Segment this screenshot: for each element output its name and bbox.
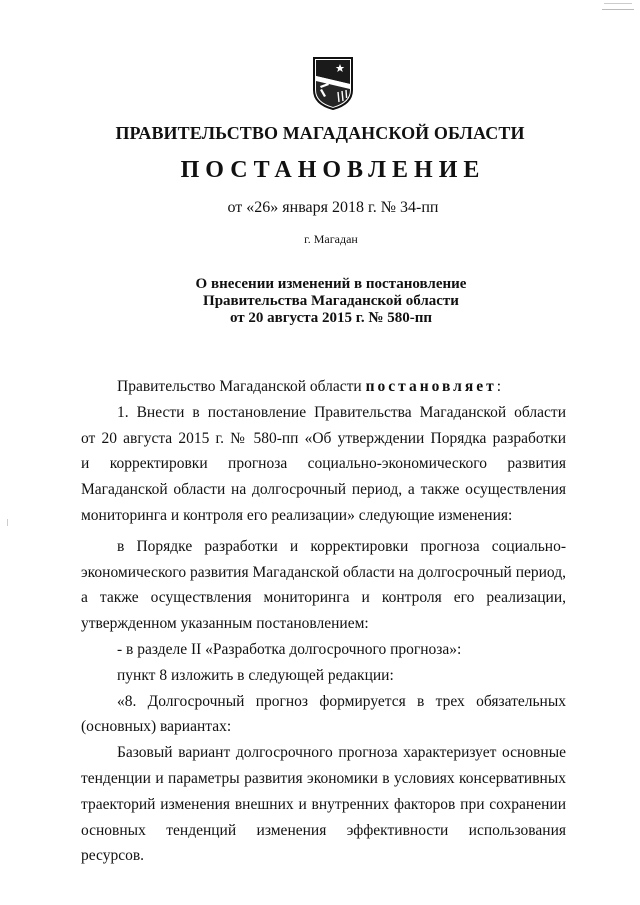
paragraph-line: тенденции и параметры развития экономики в условиях консервативных: [81, 769, 566, 787]
subject-line: Правительства Магаданской области: [203, 293, 459, 309]
subject-line: О внесении изменений в постановление: [195, 276, 467, 292]
paragraph-line: траекторий изменения внешних и внутренних факторов при сохранении: [81, 795, 566, 813]
scan-corner-mark: [602, 0, 634, 10]
paragraph-line: - в разделе II «Разработка долгосрочного прогноза»:: [117, 640, 462, 658]
paragraph-line: 1. Внести в постановление Правительства Магаданской области: [117, 403, 566, 421]
paragraph-line: пункт 8 изложить в следующей редакции:: [117, 666, 394, 684]
paragraph-line: мониторинга и контроля его реализации» следующие изменения:: [81, 506, 513, 524]
document-body: [81, 374, 566, 869]
paragraph-line: от 20 августа 2015 г. № 580-пп «Об утверждении Порядка разработки: [81, 429, 566, 447]
magadan-coat-of-arms-icon: [311, 56, 355, 110]
paragraph-line: Базовый вариант долгосрочного прогноза характеризует основные: [117, 744, 566, 762]
intro-suffix: :: [496, 378, 502, 395]
document-type-title: ПОСТАНОВЛЕНИЕ: [180, 157, 486, 183]
paragraph-line: утвержденном указанным постановлением:: [81, 615, 369, 633]
paragraph-line: и корректировки прогноза социально-экономического развития: [81, 455, 566, 473]
paragraph-line: а также осуществления мониторинга и контроля его реализации,: [81, 589, 566, 607]
document-city: г. Магадан: [304, 232, 358, 246]
document-date-number: от «26» января 2018 г. № 34-пп: [227, 199, 439, 216]
intro-text: Правительство Магаданской области: [117, 378, 366, 395]
intro-verb: постановляет: [365, 378, 497, 395]
paragraph-line: в Порядке разработки и корректировки прогноза социально-: [117, 537, 566, 555]
intro-paragraph: [81, 374, 566, 400]
paragraph-line: основных тенденций изменения эффективности использования ресурсов.: [81, 821, 566, 865]
paragraph-line: «8. Долгосрочный прогноз формируется в трех обязательных: [117, 692, 566, 710]
paragraph-line: экономического развития Магаданской области на долгосрочный период,: [81, 563, 566, 581]
paragraph-line: Магаданской области на долгосрочный период, а также осуществления: [81, 481, 566, 499]
government-title: ПРАВИТЕЛЬСТВО МАГАДАНСКОЙ ОБЛАСТИ: [115, 123, 525, 143]
scan-margin-mark: [7, 519, 8, 526]
subject-line: от 20 августа 2015 г. № 580-пп: [229, 310, 433, 326]
document-subject: [0, 276, 640, 327]
paragraph-line: (основных) вариантах:: [81, 718, 232, 736]
